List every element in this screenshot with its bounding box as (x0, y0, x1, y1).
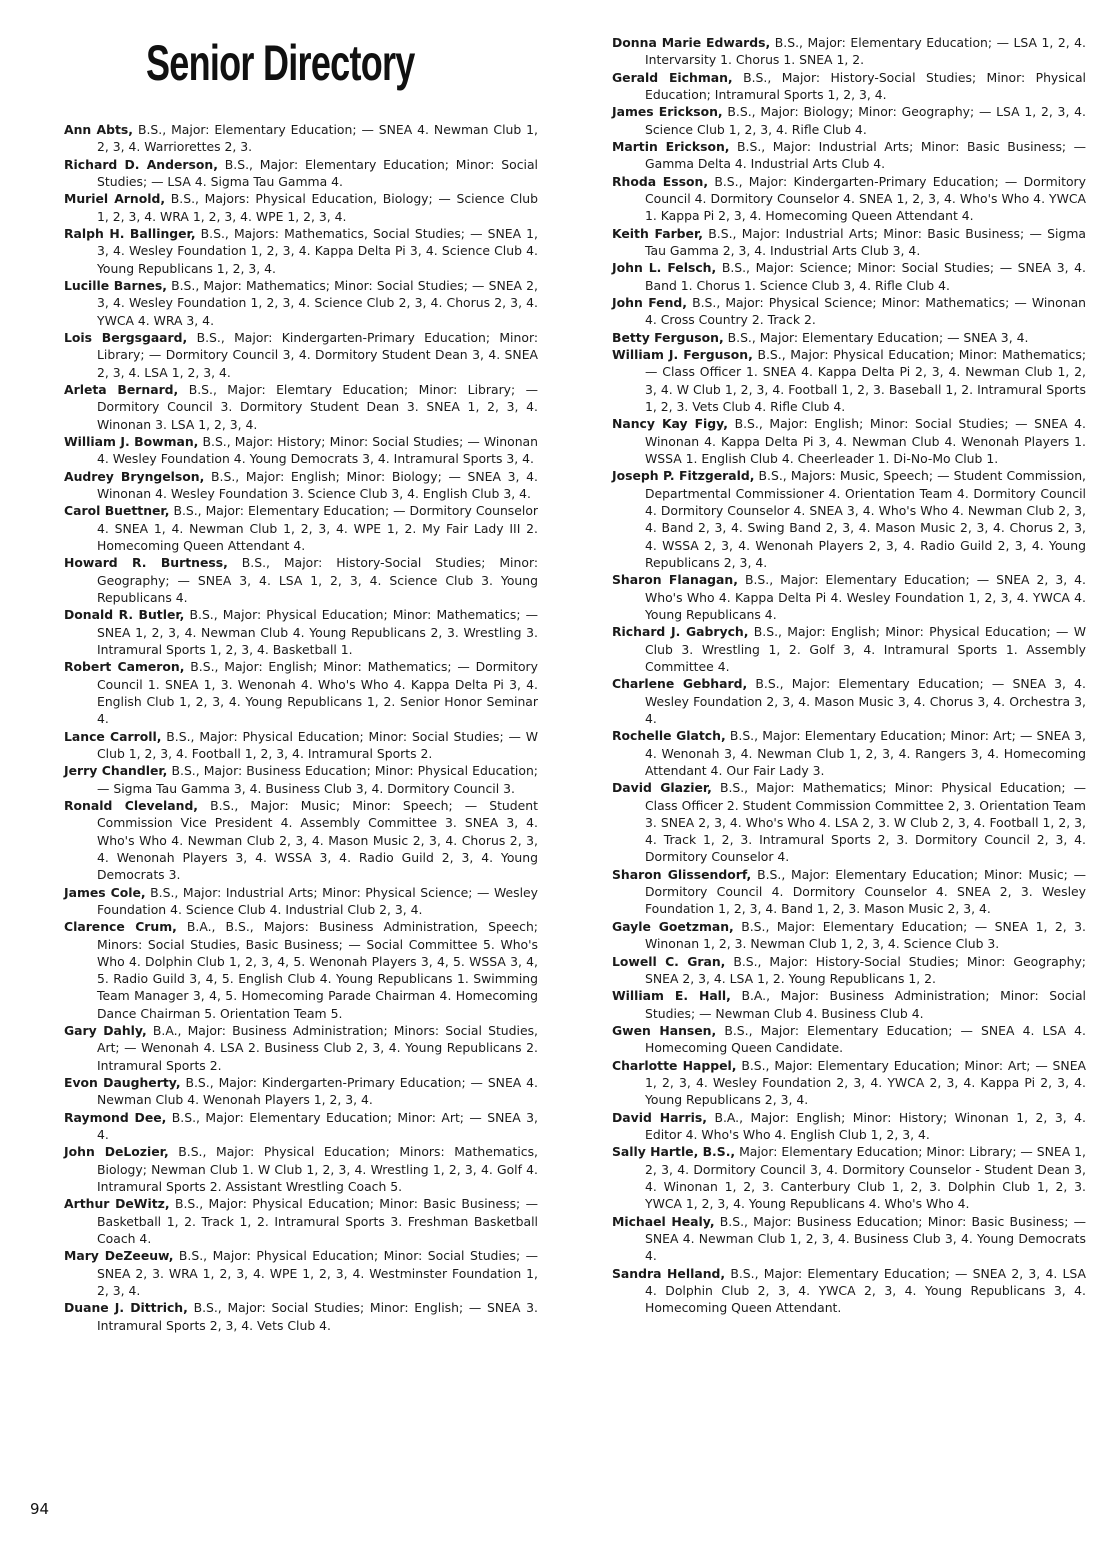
student-name: Mary DeZeeuw, (64, 1248, 174, 1264)
student-details: B.S., Major: Kindergarten-Primary Education; — SNEA 4. Newman Club 4. Wenonah Players 1, 2, 3, 4. (97, 1075, 538, 1108)
directory-entry (612, 953, 1086, 988)
student-details: B.S., Major: Elementary Education; — SNEA 1, 2, 3. Winonan 1, 2, 3. Newman Club 1, 2, 3, 4. Science Club 3. (645, 918, 1086, 952)
directory-entry (612, 1109, 1086, 1144)
directory-entry (612, 294, 1086, 329)
student-details: B.A., Major: English; Minor: History; Winonan 1, 2, 3, 4. Editor 4. Who's Who 4. English Club 1, 2, 3, 4. (645, 1109, 1086, 1142)
student-name: Lowell C. Gran, (612, 953, 726, 969)
student-name: John DeLozier, (64, 1144, 169, 1160)
student-details: B.S., Major: Elementary Education; — SNEA 2, 3, 4. LSA 4. Dolphin Club 2, 3, 4. YWCA 2, 3, 4. Young Republicans 3, 4. Homecoming Queen Attendant. (645, 1265, 1086, 1316)
student-name: Evon Daugherty, (64, 1075, 181, 1091)
student-details: B.S., Major: Elementary Education; Minor: Music; — Dormitory Council 4. Dormitory Counselor 4. SNEA 2, 3. Wesley Foundation 1, 2, 3, 4. Band 1, 2, 3. Mason Music 2, 3, 4. (645, 866, 1086, 917)
directory-entry (612, 1265, 1086, 1317)
directory-entry (612, 1057, 1086, 1109)
student-name: William J. Ferguson, (612, 347, 753, 363)
student-name: Donald R. Butler, (64, 607, 185, 623)
directory-entry (612, 69, 1086, 104)
student-details: B.S., Major: Elementary Education; — Dormitory Counselor 4. SNEA 1, 4. Newman Club 1, 2, 3, 4. WPE 1, 2. My Fair Lady III 2. Homecoming Queen Attendant 4. (97, 503, 538, 553)
student-name: William J. Bowman, (64, 434, 199, 449)
student-details: B.S., Major: Kindergarten-Primary Education; Minor: Library; — Dormitory Council 3, 4. Dormitory Student Dean 3, 4. SNEA 2, 3, 4. LSA 1, 2, 3, 4. (97, 330, 538, 380)
student-name: John Fend, (612, 295, 687, 311)
directory-entry (612, 987, 1086, 1022)
student-details: B.S., Major: Elementary Education; Minor: Art; — SNEA 3, 4. Wenonah 3, 4. Newman Club 1, 2, 3, 4. Rangers 3, 4. Homecoming Attendant 4. Our Fair Lady 3. (645, 728, 1086, 778)
student-name: Rhoda Esson, (612, 173, 709, 189)
student-details: B.S., Major: Physical Education; Minor: Mathematics; — Class Officer 1. SNEA 4. Kappa Delta Pi 2, 3, 4. Newman Club 1, 2, 3, 4. W Club 1, 2, 3, 4. Football 1, 2, 3. Baseball 1, 2. Intramural Sports 1, 2, 3. Vets Club 4. Rifle Club 4. (645, 347, 1086, 415)
student-name: Sharon Flanagan, (612, 572, 738, 588)
student-name: Sandra Helland, (612, 1265, 726, 1281)
directory-entry (64, 1195, 538, 1247)
student-name: Lois Bergsgaard, (64, 330, 188, 346)
student-name: Arleta Bernard, (64, 382, 179, 398)
student-name: Arthur DeWitz, (64, 1196, 170, 1212)
directory-entry (612, 34, 1086, 69)
directory-entry (64, 797, 538, 883)
student-details: B.S., Major: Elementary Education; — SNEA 3, 4. (727, 329, 1029, 345)
student-details: B.S., Major: English; Minor: Biology; — SNEA 3, 4. Winonan 4. Wesley Foundation 3. Science Club 3, 4. English Club 3, 4. (97, 468, 538, 501)
student-name: Joseph P. Fitzgerald, (612, 468, 755, 484)
student-details: B.A., Major: Business Administration; Minors: Social Studies, Art; — Wenonah 4. LSA 2. Business Club 2, 3, 4. Young Republicans 2. Intramural Sports 2. (97, 1023, 538, 1073)
student-details: B.S., Major: English; Minor: Physical Education; — W Club 3. Wrestling 1, 2. Golf 3, 4. Intramural Sports 1. Assembly Committee 4. (645, 624, 1086, 674)
directory-entry (612, 727, 1086, 779)
student-details: B.S., Major: Physical Education; Minor: Mathematics; — SNEA 1, 2, 3, 4. Newman Club 4. Young Republicans 2, 3. Wrestling 3. Intramural Sports 1, 2, 3, 4. Basketball 1. (97, 607, 538, 657)
student-name: Gerald Eichman, (612, 69, 733, 85)
student-name: Ann Abts, (64, 122, 134, 137)
student-name: Robert Cameron, (64, 659, 185, 675)
student-name: Michael Healy, (612, 1213, 715, 1229)
student-details: B.S., Major: Elementary Education; — LSA 1, 2, 4. Intervarsity 1. Chorus 1. SNEA 1, 2. (645, 35, 1086, 68)
student-details: B.S., Majors: Music, Speech; — Student Commission, Departmental Commissioner 4. Orientation Team 4. Dormitory Council 4. Dormitory Counselor 4. SNEA 3, 4. Who's Who 4. Newman Club 2, 3, 4. Band 2, 3, 4. Swing Band 2, 3, 4. Mason Music 2, 3, 4. Chorus 2, 3, 4. WSSA 2, 3, 4. Wenonah Players 2, 3, 4. Radio Guild 2, 3, 4. Young Republicans 2, 3, 4. (645, 468, 1086, 570)
directory-entry (612, 779, 1086, 865)
student-details: Major: Elementary Education; Minor: Library; — SNEA 1, 2, 3, 4. Dormitory Council 3, 4. Dormitory Counselor - Student Dean 3, 4. Winonan 1, 2, 3. Canterbury Club 1, 2, 3. Dolphin Club 1, 2, 3. YWCA 1, 2, 3, 4. Young Republicans 4. Who's Who 4. (645, 1144, 1086, 1212)
directory-column-left (64, 121, 538, 1334)
student-name: Audrey Bryngelson, (64, 468, 205, 484)
directory-entry (612, 918, 1086, 953)
directory-entry (612, 415, 1086, 467)
student-name: Sharon Glissendorf, (612, 866, 752, 882)
student-details: B.S., Major: Elementary Education; Minor: Social Studies; — LSA 4. Sigma Tau Gamma 4. (97, 156, 538, 189)
student-name: Gary Dahly, (64, 1023, 147, 1039)
directory-entry (612, 259, 1086, 294)
directory-entry (612, 1022, 1086, 1057)
student-name: David Glazier, (612, 780, 712, 796)
student-details: B.S., Major: Industrial Arts; Minor: Physical Science; — Wesley Foundation 4. Science Club 4. Industrial Club 2, 3, 4. (97, 884, 538, 917)
student-name: James Erickson, (612, 104, 723, 120)
directory-entry (64, 468, 538, 503)
directory-entry (64, 1247, 538, 1299)
student-details: B.S., Major: Elementary Education; — SNEA 3, 4. Wesley Foundation 2, 3, 4. Mason Music 3, 4. Chorus 3, 4. Orchestra 3, 4. (645, 676, 1086, 726)
student-details: B.S., Major: Physical Education; Minor: Social Studies; — SNEA 2, 3. WRA 1, 2, 3, 4. WPE 1, 2, 3, 4. Westminster Foundation 1, 2, 3, 4. (97, 1248, 538, 1299)
student-details: B.S., Major: Science; Minor: Social Studies; — SNEA 3, 4. Band 1. Chorus 1. Science Club 3, 4. Rifle Club 4. (645, 260, 1086, 293)
student-name: Richard J. Gabrych, (612, 624, 749, 640)
student-details: B.S., Major: Elementary Education; — SNEA 4. Newman Club 1, 2, 3, 4. Warriorettes 2, 3. (97, 122, 538, 155)
student-details: B.S., Major: History-Social Studies; Minor: Geography; SNEA 2, 3, 4. LSA 1, 2. Young Republicans 1, 2. (645, 953, 1086, 986)
directory-entry (64, 1074, 538, 1109)
directory-entry (64, 156, 538, 191)
directory-entry (64, 1109, 538, 1144)
directory-entry (612, 225, 1086, 260)
student-details: B.A., Major: Business Administration; Minor: Social Studies; — Newman Club 4. Business Club 4. (645, 988, 1086, 1021)
student-name: David Harris, (612, 1109, 707, 1125)
directory-entry (612, 866, 1086, 918)
student-details: B.A., B.S., Majors: Business Administration, Speech; Minors: Social Studies, Basic Business; — Social Committee 5. Who's Who 4. Dolphin Club 1, 2, 3, 4, 5. Wenonah Players 3, 4, 5. WSSA 3, 4, 5. Radio Guild 3, 4, 5. English Club 4. Young Republicans 1. Swimming Team Manager 3, 4, 5. Homecoming Parade Chairman 4. Homecoming Dance Chairman 5. Orientation Team 5. (97, 919, 538, 1021)
student-details: B.S., Major: Physical Education; Minor: Social Studies; — W Club 1, 2, 3, 4. Football 1, 2, 3, 4. Intramural Sports 2. (97, 728, 538, 761)
directory-entry (612, 173, 1086, 225)
directory-entry (64, 1143, 538, 1195)
student-details: B.S., Major: Elementary Education; — SNEA 4. LSA 4. Homecoming Queen Candidate. (645, 1022, 1086, 1056)
student-name: Betty Ferguson, (612, 329, 724, 345)
directory-entry (64, 329, 538, 381)
student-name: Ronald Cleveland, (64, 797, 199, 813)
directory-entry (64, 381, 538, 433)
student-details: B.S., Major: Elemtary Education; Minor: Library; — Dormitory Council 3. Dormitory Student Dean 3. SNEA 1, 2, 3, 4. Winonan 3. LSA 1, 2, 3, 4. (97, 382, 538, 432)
directory-entry (64, 502, 538, 554)
student-name: John L. Felsch, (612, 260, 717, 276)
student-details: B.S., Major: Business Education; Minor: Physical Education; — Sigma Tau Gamma 3, 4. Business Club 3, 4. Dormitory Council 3. (97, 763, 538, 796)
student-name: Lance Carroll, (64, 728, 162, 744)
student-name: Muriel Arnold, (64, 191, 166, 207)
student-details: B.S., Major: English; Minor: Mathematics; — Dormitory Council 1. SNEA 1, 3. Wenonah 4. Who's Who 4. Kappa Delta Pi 3, 4. English Club 1, 2, 3, 4. Young Republicans 1, 2. Senior Honor Seminar 4. (97, 659, 538, 727)
directory-entry (64, 884, 538, 919)
student-details: B.S., Major: Kindergarten-Primary Education; — Dormitory Council 4. Dormitory Counselor 4. SNEA 1, 2, 3, 4. Who's Who 4. YWCA 1. Kappa Pi 2, 3, 4. Homecoming Queen Attendant 4. (645, 173, 1086, 224)
student-details: B.S., Major: History-Social Studies; Minor: Physical Education; Intramural Sports 1, 2, 3, 4. (645, 69, 1086, 102)
student-details: B.S., Major: History; Minor: Social Studies; — Winonan 4. Wesley Foundation 4. Young Democrats 3, 4. Intramural Sports 3, 4. (97, 434, 538, 467)
directory-entry (64, 433, 538, 468)
student-details: B.S., Major: History-Social Studies; Minor: Geography; — SNEA 3, 4. LSA 1, 2, 3, 4. Science Club 3. Young Republicans 4. (97, 555, 538, 605)
directory-entry (612, 138, 1086, 173)
student-name: Lucille Barnes, (64, 278, 167, 294)
student-name: Gayle Goetzman, (612, 918, 734, 934)
student-name: Jerry Chandler, (64, 763, 168, 779)
student-name: Keith Farber, (612, 225, 703, 241)
page-number: 94 (30, 1500, 50, 1518)
directory-entry (612, 623, 1086, 675)
student-name: Howard R. Burtness, (64, 555, 228, 571)
student-details: B.S., Major: Physical Education; Minor: Basic Business; — Basketball 1, 2. Track 1, 2. Intramural Sports 3. Freshman Basketball Coach 4. (97, 1196, 538, 1247)
student-details: B.S., Major: Physical Education; Minors: Mathematics, Biology; Newman Club 1. W Club 1, 2, 3, 4. Wrestling 1, 2, 3, 4. Golf 4. Intramural Sports 2. Assistant Wrestling Coach 5. (97, 1144, 538, 1195)
student-details: B.S., Major: Business Education; Minor: Basic Business; — SNEA 4. Newman Club 1, 2, 3, 4. Business Club 3, 4. Young Democrats 4. (645, 1213, 1086, 1264)
directory-entry (612, 1213, 1086, 1265)
directory-entry (64, 918, 538, 1022)
student-name: Donna Marie Edwards, (612, 35, 771, 50)
directory-entry (64, 606, 538, 658)
student-name: Sally Hartle, B.S., (612, 1144, 736, 1160)
student-name: Martin Erickson, (612, 139, 730, 155)
student-details: B.S., Major: Biology; Minor: Geography; — LSA 1, 2, 3, 4. Science Club 1, 2, 3, 4. Rifle Club 4. (645, 104, 1086, 137)
directory-entry (64, 121, 538, 156)
student-name: Ralph H. Ballinger, (64, 226, 196, 242)
student-name: William E. Hall, (612, 988, 731, 1004)
student-details: B.S., Major: Industrial Arts; Minor: Basic Business; — Sigma Tau Gamma 2, 3, 4. Industrial Arts Club 3, 4. (645, 225, 1086, 259)
directory-entry (64, 728, 538, 763)
student-details: B.S., Major: English; Minor: Social Studies; — SNEA 4. Winonan 4. Kappa Delta Pi 3, 4. Newman Club 4. Wenonah Players 1. WSSA 1. English Club 4. Cheerleader 1. Di-No-Mo Club 1. (645, 416, 1086, 467)
student-details: B.S., Major: Elementary Education; — SNEA 2, 3, 4. Who's Who 4. Kappa Delta Pi 4. Wesley Foundation 1, 2, 3, 4. YWCA 4. Young Republicans 4. (645, 572, 1086, 622)
student-name: Charlotte Happel, (612, 1057, 737, 1073)
directory-entry (612, 1143, 1086, 1212)
student-details: B.S., Major: Physical Science; Minor: Mathematics; — Winonan 4. Cross Country 2. Track 2. (645, 295, 1087, 328)
student-name: Richard D. Anderson, (64, 156, 218, 172)
directory-entry (612, 329, 1086, 346)
student-name: Duane J. Dittrich, (64, 1300, 188, 1316)
student-details: B.S., Majors: Physical Education, Biology; — Science Club 1, 2, 3, 4. WRA 1, 2, 3, 4. WPE 1, 2, 3, 4. (97, 191, 538, 224)
student-name: Rochelle Glatch, (612, 728, 726, 744)
page-title: Senior Directory (146, 35, 415, 91)
directory-entry (64, 277, 538, 329)
student-details: B.S., Majors: Mathematics, Social Studies; — SNEA 1, 3, 4. Wesley Foundation 1, 2, 3, 4. Kappa Delta Pi 3, 4. Science Club 4. Young Republicans 1, 2, 3, 4. (97, 226, 538, 276)
directory-entry (64, 1022, 538, 1074)
student-details: B.S., Major: Elementary Education; Minor: Art; — SNEA 1, 2, 3, 4. Wesley Foundation 2, 3, 4. YWCA 2, 3, 4. Kappa Pi 2, 3, 4. Young Republicans 2, 3, 4. (645, 1057, 1086, 1108)
student-details: B.S., Major: Social Studies; Minor: English; — SNEA 3. Intramural Sports 2, 3, 4. Vets Club 4. (97, 1300, 538, 1333)
directory-entry (612, 346, 1086, 415)
student-name: Carol Buettner, (64, 503, 170, 519)
directory-entry (612, 103, 1086, 138)
directory-entry (612, 467, 1086, 571)
student-details: B.S., Major: Mathematics; Minor: Social Studies; — SNEA 2, 3, 4. Wesley Foundation 1, 2, 3, 4. Science Club 2, 3, 4. Chorus 2, 3, 4. YWCA 4. WRA 3, 4. (97, 278, 538, 328)
directory-entry (64, 225, 538, 277)
directory-entry (64, 554, 538, 606)
student-name: Charlene Gebhard, (612, 676, 748, 692)
student-name: Nancy Kay Figy, (612, 416, 728, 432)
directory-entry (612, 571, 1086, 623)
student-details: B.S., Major: Mathematics; Minor: Physical Education; — Class Officer 2. Student Commission Committee 2, 3. Orientation Team 3. SNEA 2, 3, 4. Who's Who 4. LSA 2, 3. W Club 2, 3, 4. Football 1, 2, 3, 4. Track 1, 2, 3. Intramural Sports 2, 3. Dormitory Council 2, 3, 4. Dormitory Counselor 4. (645, 780, 1086, 865)
student-name: James Cole, (64, 884, 146, 900)
directory-entry (64, 190, 538, 225)
directory-column-right (612, 34, 1086, 1317)
directory-entry (64, 658, 538, 727)
student-name: Gwen Hansen, (612, 1022, 717, 1038)
directory-entry (64, 1299, 538, 1334)
directory-entry (64, 762, 538, 797)
student-name: Raymond Dee, (64, 1109, 167, 1125)
student-details: B.S., Major: Music; Minor: Speech; — Student Commission Vice President 4. Assembly Committee 3. SNEA 3, 4. Who's Who 4. Newman Club 2, 3, 4. Mason Music 2, 3, 4. Chorus 2, 3, 4. Wenonah Players 3, 4. WSSA 3, 4. Radio Guild 2, 3, 4. Young Democrats 3. (97, 797, 538, 883)
directory-entry (612, 675, 1086, 727)
student-details: B.S., Major: Elementary Education; Minor: Art; — SNEA 3, 4. (97, 1109, 538, 1143)
student-name: Clarence Crum, (64, 919, 177, 935)
student-details: B.S., Major: Industrial Arts; Minor: Basic Business; — Gamma Delta 4. Industrial Arts Club 4. (645, 139, 1086, 172)
